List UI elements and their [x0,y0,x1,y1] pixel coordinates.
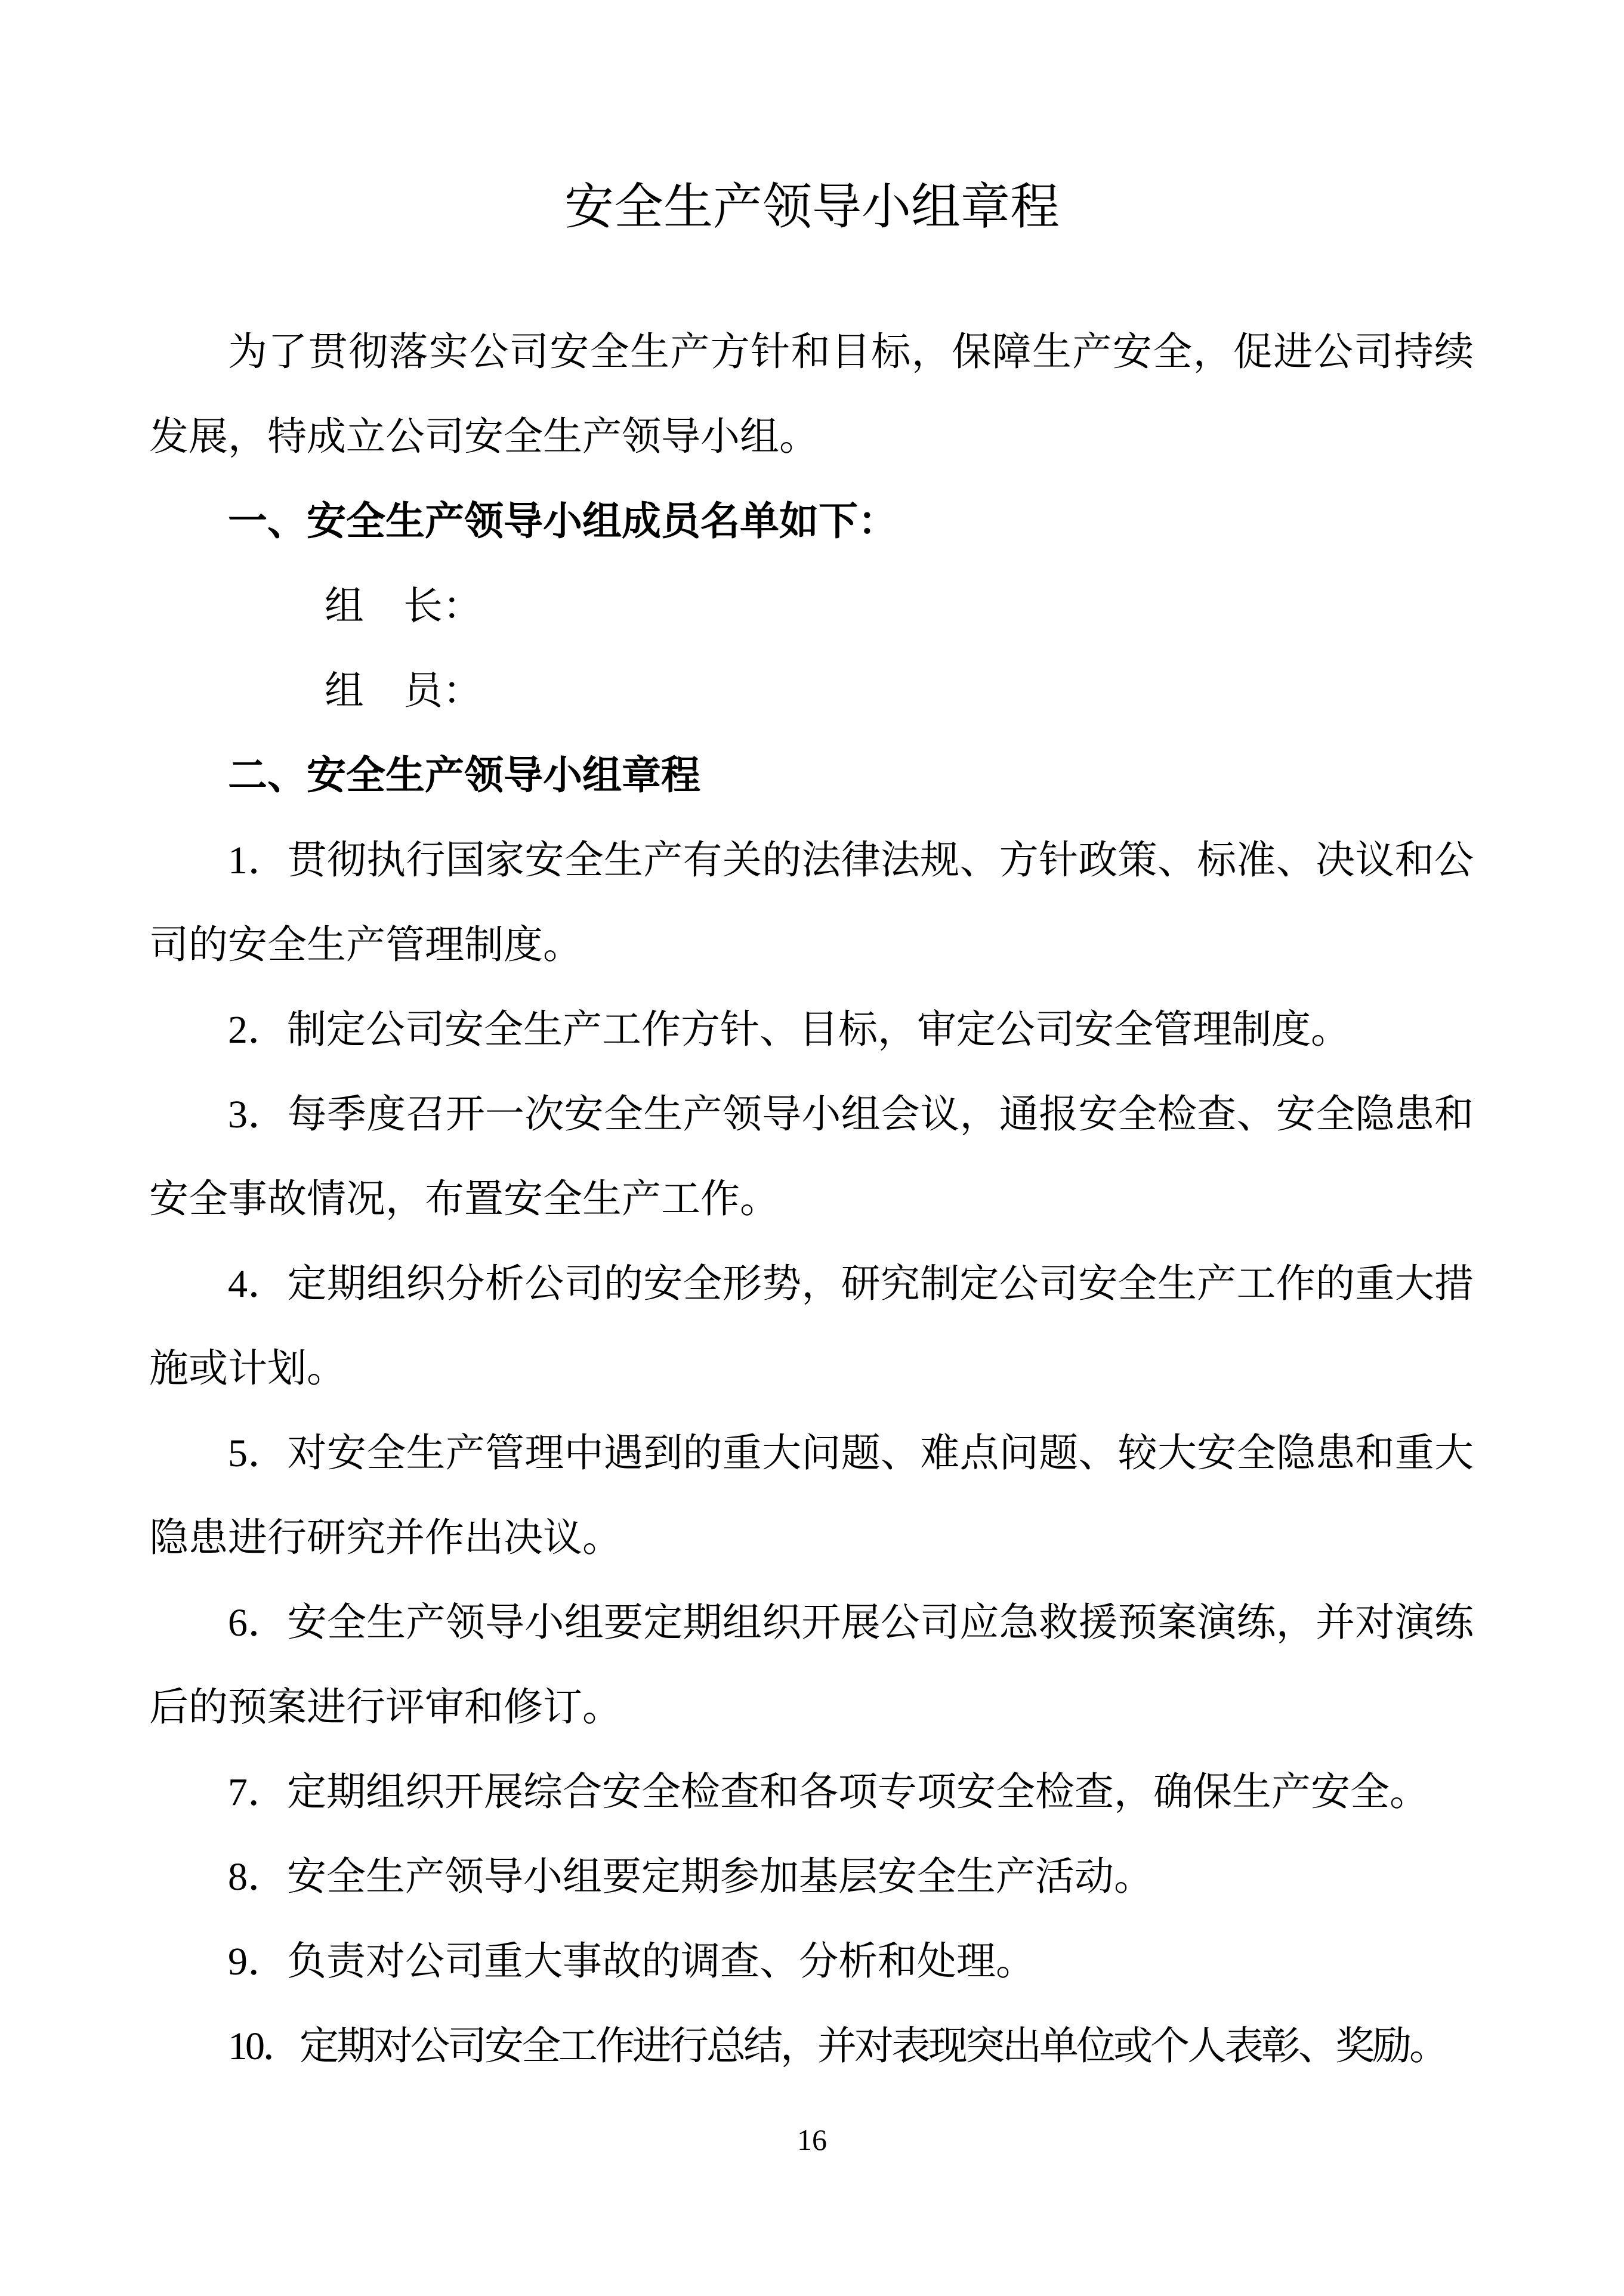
charter-item-7: 7．定期组织开展综合安全检查和各项专项安全检查，确保生产安全。 [228,1770,1429,1814]
section-1-heading: 一、安全生产领导小组成员名单如下： [228,500,897,543]
charter-item-2: 2．制定公司安全生产工作方针、目标，审定公司安全管理制度。 [228,1008,1350,1052]
charter-item-6: 6．安全生产领导小组要定期组织开展公司应急救援预案演练，并对演练后的预案进行评审和修订。 [149,1601,1474,1729]
group-leader-line: 组 长： [325,585,482,628]
section-2-heading: 二、安全生产领导小组章程 [228,754,700,798]
charter-item-9: 9．负责对公司重大事故的调查、分析和处理。 [228,1940,1035,1983]
group-member-line: 组 员： [325,669,482,713]
charter-item-4: 4．定期组织分析公司的安全形势，研究制定公司安全生产工作的重大措施或计划。 [149,1262,1474,1390]
page-number: 16 [797,2123,827,2156]
charter-item-3: 3．每季度召开一次安全生产领导小组会议，通报安全检查、安全隐患和安全事故情况，布置安全生产工作。 [149,1093,1474,1221]
intro-paragraph: 为了贯彻落实公司安全生产方针和目标，保障生产安全，促进公司持续发展，特成立公司安全生产领导小组。 [149,330,1474,459]
document-body [149,310,1474,2089]
charter-item-8: 8．安全生产领导小组要定期参加基层安全生产活动。 [228,1855,1153,1899]
charter-item-10: 10．定期对公司安全工作进行总结，并对表现突出单位或个人表彰、奖励。 [228,2025,1446,2068]
document-title: 安全生产领导小组章程 [564,180,1060,234]
charter-item-1: 1．贯彻执行国家安全生产有关的法律法规、方针政策、标准、决议和公司的安全生产管理制度。 [149,839,1474,967]
charter-item-5: 5．对安全生产管理中遇到的重大问题、难点问题、较大安全隐患和重大隐患进行研究并作出决议。 [149,1432,1474,1560]
